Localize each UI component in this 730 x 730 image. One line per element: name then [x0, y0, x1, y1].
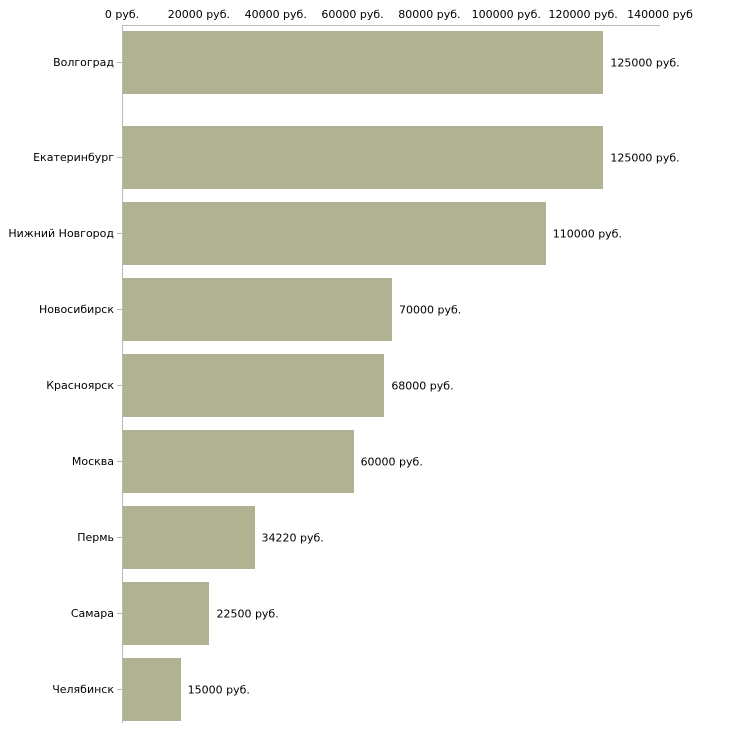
- bar-row[interactable]: [123, 354, 661, 417]
- bar-4[interactable]: [123, 354, 384, 417]
- bar-value-1: 125000 руб.: [610, 151, 680, 164]
- category-label-2: Нижний Новгород: [8, 227, 114, 240]
- bar-1[interactable]: [123, 126, 603, 189]
- x-tick-label-6: 120000 руб.: [548, 8, 618, 21]
- bar-7[interactable]: [123, 582, 209, 645]
- x-tick-label-7: 140000 руб: [627, 8, 693, 21]
- category-label-5: Москва: [71, 455, 114, 468]
- x-tick-label-3: 60000 руб.: [321, 8, 384, 21]
- bar-row[interactable]: [123, 31, 680, 94]
- bar-value-4: 68000 руб.: [391, 379, 454, 392]
- bar-row[interactable]: [123, 430, 661, 493]
- category-label-0: Волгоград: [53, 56, 114, 69]
- category-tick-2: [117, 233, 122, 234]
- bar-6[interactable]: [123, 506, 255, 569]
- x-tick-label-1: 20000 руб.: [167, 8, 230, 21]
- bar-value-8: 15000 руб.: [187, 683, 250, 696]
- bar-8[interactable]: [123, 658, 181, 721]
- category-label-1: Екатеринбург: [33, 151, 114, 164]
- bar-5[interactable]: [123, 430, 354, 493]
- x-tick-label-4: 80000 руб.: [398, 8, 461, 21]
- bar-row[interactable]: [123, 658, 661, 721]
- category-tick-3: [117, 309, 122, 310]
- category-tick-8: [117, 689, 122, 690]
- category-label-7: Самара: [70, 607, 114, 620]
- bar-value-2: 110000 руб.: [552, 227, 622, 240]
- x-tick-label-5: 100000 руб.: [471, 8, 541, 21]
- bar-row[interactable]: [123, 506, 661, 569]
- category-label-4: Красноярск: [46, 379, 114, 392]
- x-tick-label-2: 40000 руб.: [244, 8, 307, 21]
- bar-3[interactable]: [123, 278, 392, 341]
- category-tick-5: [117, 461, 122, 462]
- bar-value-6: 34220 руб.: [261, 531, 324, 544]
- bar-row[interactable]: [123, 202, 661, 265]
- category-tick-6: [117, 537, 122, 538]
- category-tick-1: [117, 157, 122, 158]
- category-tick-4: [117, 385, 122, 386]
- bar-row[interactable]: [123, 278, 661, 341]
- plot-area: [122, 25, 680, 723]
- category-tick-0: [117, 62, 122, 63]
- bar-value-5: 60000 руб.: [360, 455, 423, 468]
- category-label-6: Пермь: [77, 531, 114, 544]
- bar-row[interactable]: [123, 126, 680, 189]
- category-label-8: Челябинск: [52, 683, 114, 696]
- bar-row[interactable]: [123, 582, 661, 645]
- bar-value-3: 70000 руб.: [399, 303, 462, 316]
- bar-0[interactable]: [123, 31, 603, 94]
- category-label-3: Новосибирск: [38, 303, 114, 316]
- bar-value-7: 22500 руб.: [216, 607, 279, 620]
- x-tick-label-0: 0 руб.: [104, 8, 140, 21]
- bar-value-0: 125000 руб.: [610, 56, 680, 69]
- category-tick-7: [117, 613, 122, 614]
- bar-2[interactable]: [123, 202, 546, 265]
